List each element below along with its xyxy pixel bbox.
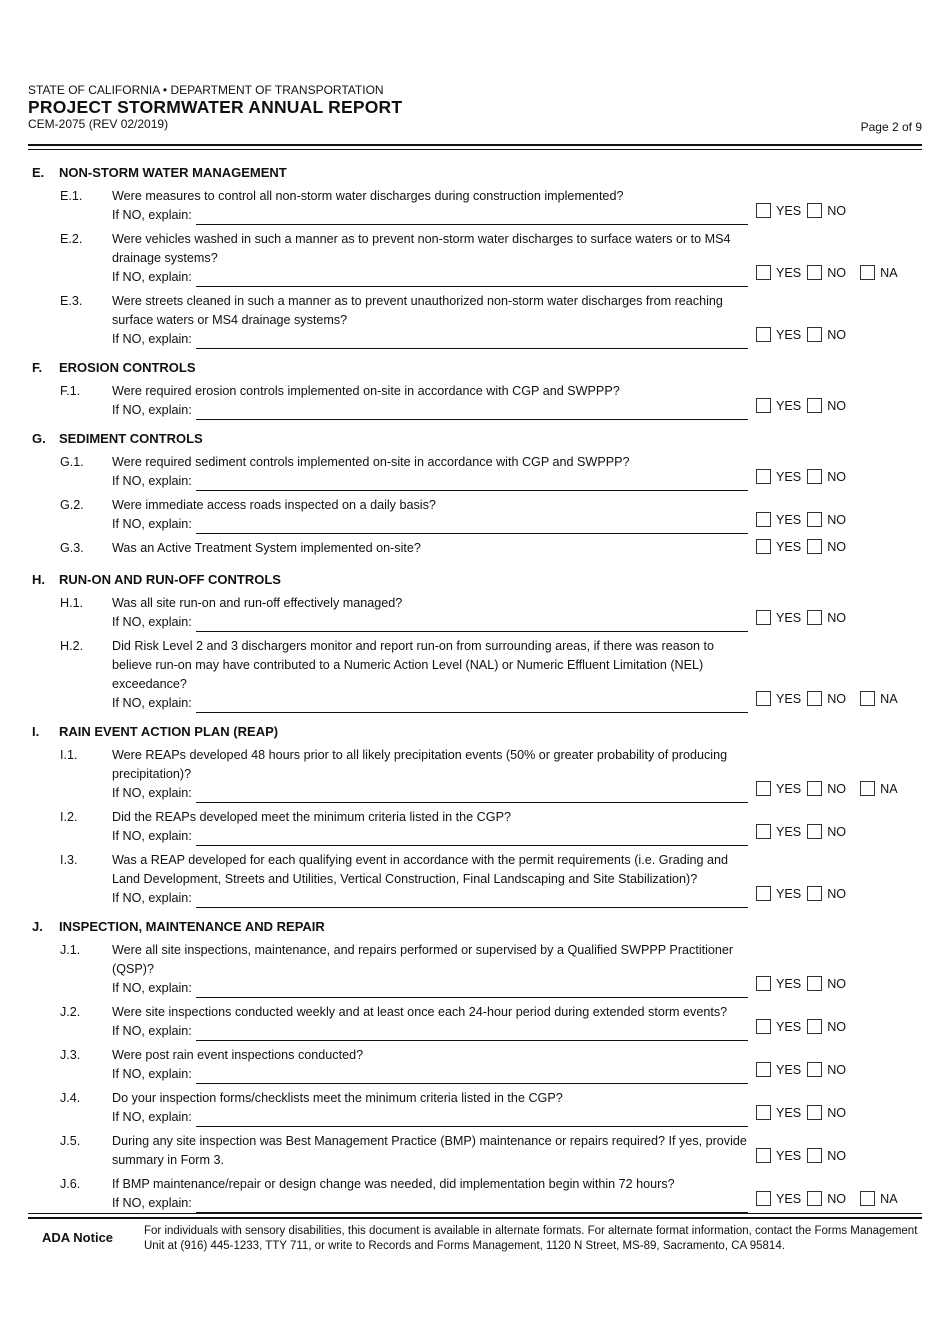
- question-text: If BMP maintenance/repair or design change was needed, did implementation begin within 72 hours?: [112, 1177, 675, 1191]
- answer-options: [748, 637, 922, 713]
- question-text: Were required erosion controls implemented on-site in accordance with CGP and SWPPP?: [112, 384, 620, 398]
- section-letter: J.: [32, 918, 43, 934]
- answer-options: [748, 1132, 922, 1170]
- explain-label: If NO, explain:: [112, 403, 192, 417]
- question-body: [112, 637, 748, 713]
- section-header-e: [28, 160, 922, 184]
- yes-checkbox[interactable]: [756, 512, 771, 527]
- explain-row: [112, 1065, 748, 1084]
- explain-label: If NO, explain:: [112, 208, 192, 222]
- ada-notice-text: For individuals with sensory disabilities, this document is available in alternate formats. For alternate format information, contact the Forms Management Unit at (916) 445-1233, TTY 711, or write to Records and Forms Management, 1120 N Street, MS-89, Sacramento, CA 95814.: [144, 1225, 918, 1252]
- explain-row: [112, 694, 748, 713]
- question-number: F.1.: [60, 384, 81, 398]
- j6-na-option[interactable]: [860, 1191, 898, 1206]
- na-label: NA: [880, 1191, 898, 1206]
- no-checkbox[interactable]: [807, 691, 822, 706]
- explain-label: If NO, explain:: [112, 1024, 192, 1038]
- explain-row: [112, 401, 748, 420]
- no-checkbox[interactable]: [807, 327, 822, 342]
- question-number: J.6.: [60, 1177, 81, 1191]
- answer-options: [748, 382, 922, 420]
- g3-yes-option[interactable]: [756, 539, 801, 554]
- answer-options: [748, 1003, 922, 1041]
- explain-row: [112, 613, 748, 632]
- yes-checkbox[interactable]: [756, 539, 771, 554]
- answer-options: [748, 292, 922, 349]
- na-checkbox[interactable]: [860, 265, 875, 280]
- explain-input-line[interactable]: [196, 269, 748, 287]
- form-title: PROJECT STORMWATER ANNUAL REPORT: [28, 97, 403, 117]
- explain-input-line[interactable]: [196, 516, 748, 534]
- na-checkbox[interactable]: [860, 691, 875, 706]
- explain-label: If NO, explain:: [112, 615, 192, 629]
- explain-input-line[interactable]: [196, 473, 748, 491]
- question-body: [112, 453, 748, 491]
- section-title: EROSION CONTROLS: [59, 359, 196, 375]
- e1-yes-option[interactable]: [756, 203, 801, 218]
- h2-na-option[interactable]: [860, 691, 898, 706]
- i2-yes-option[interactable]: [756, 824, 801, 839]
- question-text: During any site inspection was Best Management Practice (BMP) maintenance or repairs required? If yes, provide summary in Form 3.: [112, 1134, 747, 1167]
- question-text: Were REAPs developed 48 hours prior to all likely precipitation events (50% or greater probability of producing precipitation)?: [112, 748, 728, 781]
- no-checkbox[interactable]: [807, 265, 822, 280]
- ada-notice: [28, 1224, 922, 1254]
- explain-input-line[interactable]: [196, 980, 748, 998]
- f1-no-option[interactable]: [807, 398, 846, 413]
- j4-yes-option[interactable]: [756, 1105, 801, 1120]
- question-text: Were post rain event inspections conducted?: [112, 1048, 364, 1062]
- answer-options: [748, 539, 922, 561]
- section-letter: G.: [32, 430, 46, 446]
- section-title: INSPECTION, MAINTENANCE AND REPAIR: [59, 918, 325, 934]
- e1-no-option[interactable]: [807, 203, 846, 218]
- yes-label: YES: [776, 824, 802, 839]
- explain-input-line[interactable]: [196, 1023, 748, 1041]
- explain-input-line[interactable]: [196, 402, 748, 420]
- question-row-j1: [28, 938, 922, 1000]
- section-title: RUN-ON AND RUN-OFF CONTROLS: [59, 571, 281, 587]
- question-body: [112, 808, 748, 846]
- no-label: NO: [827, 469, 847, 484]
- j4-no-option[interactable]: [807, 1105, 846, 1120]
- question-number: J.3.: [60, 1048, 81, 1062]
- explain-input-line[interactable]: [196, 614, 748, 632]
- question-row-g3: [28, 536, 922, 563]
- question-text: Did the REAPs developed meet the minimum criteria listed in the CGP?: [112, 810, 511, 824]
- question-body: [112, 1089, 748, 1127]
- no-label: NO: [827, 203, 847, 218]
- question-number: J.4.: [60, 1091, 81, 1105]
- explain-input-line[interactable]: [196, 1066, 748, 1084]
- g3-no-option[interactable]: [807, 539, 846, 554]
- g2-no-option[interactable]: [807, 512, 846, 527]
- na-label: NA: [880, 781, 898, 796]
- no-checkbox[interactable]: [807, 824, 822, 839]
- no-label: NO: [827, 691, 847, 706]
- explain-label: If NO, explain:: [112, 829, 192, 843]
- yes-checkbox[interactable]: [756, 469, 771, 484]
- no-checkbox[interactable]: [807, 976, 822, 991]
- yes-label: YES: [776, 691, 802, 706]
- question-row-f1: [28, 379, 922, 422]
- question-body: [112, 851, 748, 908]
- yes-label: YES: [776, 781, 802, 796]
- form-number: CEM-2075 (REV 02/2019): [28, 117, 169, 131]
- answer-options: [748, 851, 922, 908]
- question-row-j3: [28, 1043, 922, 1086]
- j1-yes-option[interactable]: [756, 976, 801, 991]
- section-title: NON-STORM WATER MANAGEMENT: [59, 164, 287, 180]
- section-letter: H.: [32, 571, 45, 587]
- question-body: [112, 941, 748, 998]
- yes-label: YES: [776, 1148, 802, 1163]
- no-checkbox[interactable]: [807, 203, 822, 218]
- yes-label: YES: [776, 327, 802, 342]
- section-header-f: [28, 355, 922, 379]
- answer-options: [748, 453, 922, 491]
- no-label: NO: [827, 1062, 847, 1077]
- explain-row: [112, 472, 748, 491]
- question-body: [112, 1132, 748, 1170]
- explain-row: [112, 515, 748, 534]
- h2-yes-option[interactable]: [756, 691, 801, 706]
- yes-label: YES: [776, 398, 802, 413]
- na-checkbox[interactable]: [860, 1191, 875, 1206]
- explain-input-line[interactable]: [196, 828, 748, 846]
- footer-divider-top: [28, 1213, 922, 1214]
- question-row-e3: [28, 289, 922, 351]
- no-checkbox[interactable]: [807, 469, 822, 484]
- questionnaire: [28, 160, 922, 1219]
- yes-label: YES: [776, 1019, 802, 1034]
- question-row-h1: [28, 591, 922, 634]
- question-number: J.5.: [60, 1134, 81, 1148]
- no-label: NO: [827, 1191, 847, 1206]
- e2-yes-option[interactable]: [756, 265, 801, 280]
- yes-label: YES: [776, 976, 802, 991]
- question-row-j4: [28, 1086, 922, 1129]
- explain-label: If NO, explain:: [112, 517, 192, 531]
- question-row-g1: [28, 450, 922, 493]
- yes-label: YES: [776, 512, 802, 527]
- h1-no-option[interactable]: [807, 610, 846, 625]
- no-label: NO: [827, 1105, 847, 1120]
- section-letter: F.: [32, 359, 43, 375]
- question-text: Do your inspection forms/checklists meet the minimum criteria listed in the CGP?: [112, 1091, 563, 1105]
- yes-label: YES: [776, 886, 802, 901]
- explain-input-line[interactable]: [196, 331, 748, 349]
- section-title: SEDIMENT CONTROLS: [59, 430, 203, 446]
- explain-row: [112, 330, 748, 349]
- j3-no-option[interactable]: [807, 1062, 846, 1077]
- header-divider-top: [28, 144, 922, 146]
- question-text: Were all site inspections, maintenance, and repairs performed or supervised by a Qualified SWPPP Practitioner (QSP)?: [112, 943, 734, 976]
- h1-yes-option[interactable]: [756, 610, 801, 625]
- explain-row: [112, 268, 748, 287]
- explain-row: [112, 206, 748, 225]
- question-body: [112, 1046, 748, 1084]
- question-number: G.2.: [60, 498, 84, 512]
- no-label: NO: [827, 976, 847, 991]
- yes-label: YES: [776, 265, 802, 280]
- no-label: NO: [827, 781, 847, 796]
- no-checkbox[interactable]: [807, 398, 822, 413]
- question-body: [112, 594, 748, 632]
- j2-yes-option[interactable]: [756, 1019, 801, 1034]
- question-row-i1: [28, 743, 922, 805]
- i1-yes-option[interactable]: [756, 781, 801, 796]
- no-label: NO: [827, 1019, 847, 1034]
- question-body: [112, 187, 748, 225]
- yes-checkbox[interactable]: [756, 1062, 771, 1077]
- j6-yes-option[interactable]: [756, 1191, 801, 1206]
- yes-label: YES: [776, 539, 802, 554]
- explain-label: If NO, explain:: [112, 1110, 192, 1124]
- explain-input-line[interactable]: [196, 207, 748, 225]
- explain-input-line[interactable]: [196, 1109, 748, 1127]
- question-body: [112, 1003, 748, 1041]
- explain-row: [112, 827, 748, 846]
- explain-row: [112, 979, 748, 998]
- section-header-j: [28, 914, 922, 938]
- question-body: [112, 292, 748, 349]
- section-header-i: [28, 719, 922, 743]
- explain-label: If NO, explain:: [112, 981, 192, 995]
- question-row-j5: [28, 1129, 922, 1172]
- yes-checkbox[interactable]: [756, 1148, 771, 1163]
- question-text: Were streets cleaned in such a manner as to prevent unauthorized non-storm water discharges from reaching surface waters or MS4 drainage systems?: [112, 294, 723, 327]
- explain-label: If NO, explain:: [112, 474, 192, 488]
- e3-no-option[interactable]: [807, 327, 846, 342]
- yes-checkbox[interactable]: [756, 398, 771, 413]
- section-header-g: [28, 426, 922, 450]
- question-row-j6: [28, 1172, 922, 1215]
- question-number: G.3.: [60, 541, 84, 555]
- j3-yes-option[interactable]: [756, 1062, 801, 1077]
- question-number: I.1.: [60, 748, 78, 762]
- yes-checkbox[interactable]: [756, 976, 771, 991]
- yes-checkbox[interactable]: [756, 1105, 771, 1120]
- question-number: E.1.: [60, 189, 83, 203]
- j5-no-option[interactable]: [807, 1148, 846, 1163]
- form-header: [28, 83, 922, 132]
- yes-checkbox[interactable]: [756, 265, 771, 280]
- explain-input-line[interactable]: [196, 890, 748, 908]
- yes-checkbox[interactable]: [756, 691, 771, 706]
- question-body: [112, 539, 748, 561]
- question-row-e1: [28, 184, 922, 227]
- no-label: NO: [827, 539, 847, 554]
- answer-options: [748, 187, 922, 225]
- explain-row: [112, 784, 748, 803]
- explain-label: If NO, explain:: [112, 1067, 192, 1081]
- question-body: [112, 746, 748, 803]
- yes-label: YES: [776, 203, 802, 218]
- no-label: NO: [827, 610, 847, 625]
- no-label: NO: [827, 265, 847, 280]
- yes-checkbox[interactable]: [756, 1191, 771, 1206]
- question-number: J.1.: [60, 943, 81, 957]
- g1-no-option[interactable]: [807, 469, 846, 484]
- no-checkbox[interactable]: [807, 781, 822, 796]
- yes-label: YES: [776, 1191, 802, 1206]
- no-checkbox[interactable]: [807, 512, 822, 527]
- i2-no-option[interactable]: [807, 824, 846, 839]
- explain-label: If NO, explain:: [112, 891, 192, 905]
- yes-checkbox[interactable]: [756, 824, 771, 839]
- j5-yes-option[interactable]: [756, 1148, 801, 1163]
- question-text: Were required sediment controls implemented on-site in accordance with CGP and SWPPP?: [112, 455, 630, 469]
- no-checkbox[interactable]: [807, 539, 822, 554]
- explain-row: [112, 1194, 748, 1213]
- answer-options: [748, 808, 922, 846]
- question-number: H.1.: [60, 596, 84, 610]
- yes-checkbox[interactable]: [756, 610, 771, 625]
- section-title: RAIN EVENT ACTION PLAN (REAP): [59, 723, 279, 739]
- yes-label: YES: [776, 610, 802, 625]
- question-text: Was a REAP developed for each qualifying event in accordance with the permit requirements (i.e. Grading and Land Development, Streets and Utilities, Vertical Construction, Final Landscaping and Site Stabilization)?: [112, 853, 729, 886]
- i3-no-option[interactable]: [807, 886, 846, 901]
- question-number: G.1.: [60, 455, 84, 469]
- question-body: [112, 1175, 748, 1213]
- question-body: [112, 496, 748, 534]
- explain-label: If NO, explain:: [112, 270, 192, 284]
- no-checkbox[interactable]: [807, 1148, 822, 1163]
- question-text: Were vehicles washed in such a manner as to prevent non-storm water discharges to surface waters or to MS4 drainage systems?: [112, 232, 731, 265]
- g2-yes-option[interactable]: [756, 512, 801, 527]
- no-checkbox[interactable]: [807, 1062, 822, 1077]
- question-number: E.3.: [60, 294, 83, 308]
- answer-options: [748, 1175, 922, 1213]
- agency-name: STATE OF CALIFORNIA • DEPARTMENT OF TRANSPORTATION: [28, 83, 384, 97]
- answer-options: [748, 230, 922, 287]
- header-divider-bottom: [28, 149, 922, 150]
- answer-options: [748, 941, 922, 998]
- question-number: E.2.: [60, 232, 83, 246]
- no-label: NO: [827, 327, 847, 342]
- yes-label: YES: [776, 469, 802, 484]
- question-text: Did Risk Level 2 and 3 dischargers monitor and report run-on from surrounding areas, if there was reason to believe run-on may have contributed to a Numeric Action Level (NAL) or Numeric Effluent Limitation (NEL) exceedance?: [112, 639, 715, 691]
- no-label: NO: [827, 1148, 847, 1163]
- question-body: [112, 382, 748, 420]
- explain-input-line[interactable]: [196, 785, 748, 803]
- question-number: J.2.: [60, 1005, 81, 1019]
- yes-checkbox[interactable]: [756, 203, 771, 218]
- ada-notice-label: ADA Notice: [42, 1230, 114, 1245]
- question-row-e2: [28, 227, 922, 289]
- question-row-g2: [28, 493, 922, 536]
- no-checkbox[interactable]: [807, 886, 822, 901]
- j1-no-option[interactable]: [807, 976, 846, 991]
- question-text: Were site inspections conducted weekly and at least once each 24-hour period during extended storm events?: [112, 1005, 728, 1019]
- na-label: NA: [880, 691, 898, 706]
- j6-no-option[interactable]: [807, 1191, 846, 1206]
- explain-row: [112, 1022, 748, 1041]
- yes-label: YES: [776, 1062, 802, 1077]
- yes-checkbox[interactable]: [756, 1019, 771, 1034]
- no-label: NO: [827, 398, 847, 413]
- answer-options: [748, 1046, 922, 1084]
- na-label: NA: [880, 265, 898, 280]
- j2-no-option[interactable]: [807, 1019, 846, 1034]
- section-letter: E.: [32, 164, 45, 180]
- explain-input-line[interactable]: [196, 1195, 748, 1213]
- question-text: Was an Active Treatment System implemented on-site?: [112, 541, 421, 555]
- no-checkbox[interactable]: [807, 1191, 822, 1206]
- yes-checkbox[interactable]: [756, 327, 771, 342]
- explain-row: [112, 889, 748, 908]
- question-row-i2: [28, 805, 922, 848]
- answer-options: [748, 594, 922, 632]
- i3-yes-option[interactable]: [756, 886, 801, 901]
- na-checkbox[interactable]: [860, 781, 875, 796]
- explain-input-line[interactable]: [196, 695, 748, 713]
- explain-label: If NO, explain:: [112, 786, 192, 800]
- question-text: Was all site run-on and run-off effectively managed?: [112, 596, 403, 610]
- e3-yes-option[interactable]: [756, 327, 801, 342]
- question-row-i3: [28, 848, 922, 910]
- no-label: NO: [827, 886, 847, 901]
- page-number: Page 2 of 9: [860, 120, 922, 134]
- question-text: Were measures to control all non-storm water discharges during construction implemented?: [112, 189, 624, 203]
- explain-label: If NO, explain:: [112, 332, 192, 346]
- section-header-h: [28, 567, 922, 591]
- h2-no-option[interactable]: [807, 691, 846, 706]
- question-row-h2: [28, 634, 922, 715]
- footer-divider-bottom: [28, 1217, 922, 1219]
- question-body: [112, 230, 748, 287]
- yes-checkbox[interactable]: [756, 886, 771, 901]
- answer-options: [748, 746, 922, 803]
- question-number: I.2.: [60, 810, 78, 824]
- no-label: NO: [827, 824, 847, 839]
- no-checkbox[interactable]: [807, 1019, 822, 1034]
- e2-no-option[interactable]: [807, 265, 846, 280]
- yes-label: YES: [776, 1105, 802, 1120]
- g1-yes-option[interactable]: [756, 469, 801, 484]
- i1-na-option[interactable]: [860, 781, 898, 796]
- answer-options: [748, 496, 922, 534]
- no-checkbox[interactable]: [807, 610, 822, 625]
- question-text: Were immediate access roads inspected on a daily basis?: [112, 498, 436, 512]
- f1-yes-option[interactable]: [756, 398, 801, 413]
- question-row-j2: [28, 1000, 922, 1043]
- explain-label: If NO, explain:: [112, 696, 192, 710]
- no-label: NO: [827, 512, 847, 527]
- section-letter: I.: [32, 723, 40, 739]
- explain-label: If NO, explain:: [112, 1196, 192, 1210]
- no-checkbox[interactable]: [807, 1105, 822, 1120]
- i1-no-option[interactable]: [807, 781, 846, 796]
- yes-checkbox[interactable]: [756, 781, 771, 796]
- explain-row: [112, 1108, 748, 1127]
- e2-na-option[interactable]: [860, 265, 898, 280]
- answer-options: [748, 1089, 922, 1127]
- question-number: H.2.: [60, 639, 84, 653]
- question-number: I.3.: [60, 853, 78, 867]
